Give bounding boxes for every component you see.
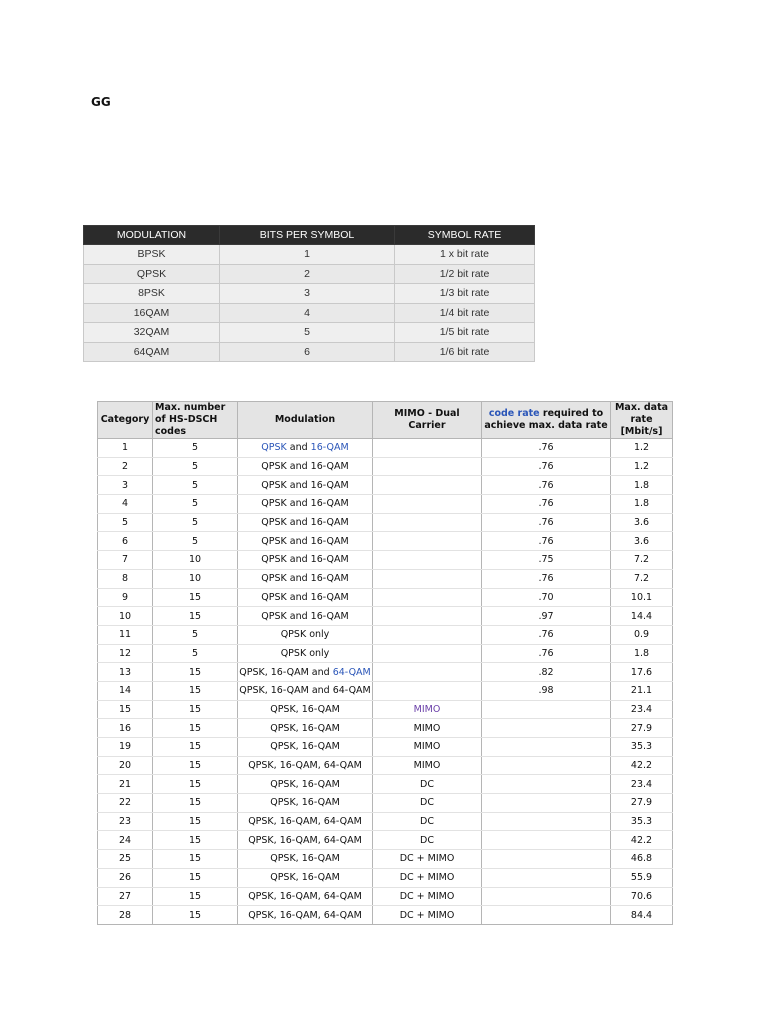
hsdpa-row [98, 495, 673, 514]
symbol-rate-cell: 1/3 bit rate [395, 284, 535, 304]
category-cell: 14 [98, 681, 153, 700]
data-rate-cell: 21.1 [611, 681, 673, 700]
hsdpa-row [98, 868, 673, 887]
codes-cell: 15 [153, 868, 238, 887]
bits-per-symbol-cell: 4 [220, 303, 395, 323]
16-qam-link[interactable]: 16-QAM [310, 442, 349, 454]
modulation-cell: QPSK and 16-QAM [238, 513, 373, 532]
code-rate-cell [482, 775, 611, 794]
mimo-cell [373, 607, 482, 626]
modulation-cell: QPSK, 16-QAM, 64-QAM [238, 887, 373, 906]
data-rate-cell: 10.1 [611, 588, 673, 607]
modulation-cell: QPSK, 16-QAM, 64-QAM [238, 812, 373, 831]
data-rate-cell: 42.2 [611, 756, 673, 775]
mimo-cell: DC + MIMO [373, 906, 482, 925]
codes-cell: 5 [153, 457, 238, 476]
modulation-cell: 64QAM [84, 342, 220, 362]
modulation-cell: QPSK and 16-QAM [238, 439, 373, 458]
codes-cell: 15 [153, 812, 238, 831]
category-cell: 2 [98, 457, 153, 476]
hsdpa-row [98, 775, 673, 794]
category-cell: 4 [98, 495, 153, 514]
mimo-cell: DC + MIMO [373, 868, 482, 887]
modulation-cell: QPSK and 16-QAM [238, 569, 373, 588]
code-rate-header-text: required to achieve max. data rate [484, 408, 608, 431]
data-rate-cell: 7.2 [611, 551, 673, 570]
code-rate-cell: .76 [482, 625, 611, 644]
mimo-cell [373, 457, 482, 476]
category-cell: 24 [98, 831, 153, 850]
mimo-cell: DC [373, 831, 482, 850]
modulation-cell: QPSK, 16-QAM, 64-QAM [238, 831, 373, 850]
codes-cell: 5 [153, 476, 238, 495]
hsdpa-row [98, 756, 673, 775]
data-rate-cell: 23.4 [611, 775, 673, 794]
modulation-cell: QPSK and 16-QAM [238, 476, 373, 495]
symbol-rate-cell: 1/2 bit rate [395, 264, 535, 284]
64-qam-link[interactable]: 64-QAM [332, 666, 371, 678]
data-rate-cell: 27.9 [611, 719, 673, 738]
mimo-cell [373, 663, 482, 682]
hsdpa-row [98, 681, 673, 700]
data-rate-cell: 1.2 [611, 439, 673, 458]
codes-cell: 15 [153, 756, 238, 775]
mimo-cell: MIMO [373, 756, 482, 775]
hsdpa-row [98, 625, 673, 644]
codes-cell: 15 [153, 700, 238, 719]
data-rate-cell: 35.3 [611, 812, 673, 831]
code-rate-cell: .98 [482, 681, 611, 700]
category-cell: 21 [98, 775, 153, 794]
category-cell: 9 [98, 588, 153, 607]
category-cell: 26 [98, 868, 153, 887]
data-rate-cell: 42.2 [611, 831, 673, 850]
data-rate-cell: 23.4 [611, 700, 673, 719]
data-rate-cell: 1.8 [611, 476, 673, 495]
code-rate-cell: .76 [482, 532, 611, 551]
header-bits-per-symbol: BITS PER SYMBOL [220, 226, 395, 245]
symbol-rate-cell: 1 x bit rate [395, 245, 535, 265]
code-rate-cell [482, 738, 611, 757]
mimo-cell [373, 495, 482, 514]
hsdpa-row [98, 887, 673, 906]
hsdpa-row [98, 906, 673, 925]
hsdpa-table-header-row [98, 402, 673, 439]
data-rate-cell: 1.2 [611, 457, 673, 476]
mimo-cell [373, 700, 482, 719]
mimo-cell: DC [373, 794, 482, 813]
header-code-rate [482, 402, 611, 439]
code-rate-cell [482, 906, 611, 925]
code-rate-cell: .76 [482, 513, 611, 532]
category-cell: 12 [98, 644, 153, 663]
modulation-cell: QPSK, 16-QAM [238, 738, 373, 757]
data-rate-cell: 1.8 [611, 495, 673, 514]
code-rate-cell [482, 700, 611, 719]
code-rate-cell: .76 [482, 495, 611, 514]
modulation-cell: QPSK, 16-QAM, 64-QAM [238, 756, 373, 775]
modulation-row [84, 284, 535, 304]
codes-cell: 10 [153, 551, 238, 570]
modulation-cell: QPSK and 16-QAM [238, 495, 373, 514]
codes-cell: 5 [153, 495, 238, 514]
data-rate-cell: 55.9 [611, 868, 673, 887]
modulation-cell: QPSK, 16-QAM and 64-QAM [238, 663, 373, 682]
hsdpa-row [98, 439, 673, 458]
modulation-cell: QPSK, 16-QAM [238, 794, 373, 813]
category-cell: 10 [98, 607, 153, 626]
codes-cell: 15 [153, 850, 238, 869]
code-rate-cell: .76 [482, 439, 611, 458]
hsdpa-table-body [98, 439, 673, 925]
bits-per-symbol-cell: 3 [220, 284, 395, 304]
codes-cell: 10 [153, 569, 238, 588]
codes-cell: 15 [153, 775, 238, 794]
data-rate-cell: 84.4 [611, 906, 673, 925]
codes-cell: 15 [153, 719, 238, 738]
header-mimo-dual-carrier: MIMO - Dual Carrier [373, 402, 482, 439]
codes-cell: 15 [153, 607, 238, 626]
mimo-link[interactable]: MIMO [413, 703, 441, 715]
code-rate-cell [482, 868, 611, 887]
modulation-row [84, 264, 535, 284]
modulation-cell: QPSK, 16-QAM and 64-QAM [238, 681, 373, 700]
hsdpa-row [98, 588, 673, 607]
header-modulation: Modulation [238, 402, 373, 439]
hsdpa-row [98, 812, 673, 831]
category-cell: 27 [98, 887, 153, 906]
header-symbol-rate: SYMBOL RATE [395, 226, 535, 245]
hsdpa-row [98, 738, 673, 757]
header-category: Category [98, 402, 153, 439]
modulation-cell: QPSK only [238, 625, 373, 644]
code-rate-cell [482, 756, 611, 775]
mimo-cell [373, 625, 482, 644]
codes-cell: 5 [153, 532, 238, 551]
hsdpa-row [98, 644, 673, 663]
header-modulation: MODULATION [84, 226, 220, 245]
category-cell: 5 [98, 513, 153, 532]
codes-cell: 15 [153, 794, 238, 813]
code-rate-cell: .82 [482, 663, 611, 682]
category-cell: 28 [98, 906, 153, 925]
modulation-cell: QPSK, 16-QAM, 64-QAM [238, 906, 373, 925]
data-rate-cell: 35.3 [611, 738, 673, 757]
modulation-row [84, 303, 535, 323]
qpsk-link[interactable]: QPSK [261, 442, 287, 454]
modulation-row [84, 342, 535, 362]
hsdpa-row [98, 719, 673, 738]
modulation-cell: QPSK, 16-QAM [238, 868, 373, 887]
codes-cell: 15 [153, 738, 238, 757]
hsdpa-row [98, 457, 673, 476]
codes-cell: 15 [153, 588, 238, 607]
mimo-cell [373, 476, 482, 495]
code-rate-cell [482, 831, 611, 850]
modulation-row [84, 245, 535, 265]
hsdpa-row [98, 850, 673, 869]
codes-cell: 15 [153, 681, 238, 700]
category-cell: 11 [98, 625, 153, 644]
data-rate-cell: 46.8 [611, 850, 673, 869]
hsdpa-row [98, 476, 673, 495]
modulation-cell: 16QAM [84, 303, 220, 323]
hsdpa-row [98, 794, 673, 813]
data-rate-cell: 3.6 [611, 532, 673, 551]
code-rate-link[interactable]: code rate [488, 408, 540, 419]
modulation-cell: QPSK and 16-QAM [238, 588, 373, 607]
codes-cell: 15 [153, 887, 238, 906]
code-rate-cell [482, 887, 611, 906]
modulation-cell: QPSK and 16-QAM [238, 551, 373, 570]
modulation-row [84, 323, 535, 343]
codes-cell: 5 [153, 513, 238, 532]
category-cell: 19 [98, 738, 153, 757]
data-rate-cell: 3.6 [611, 513, 673, 532]
code-rate-cell [482, 850, 611, 869]
category-cell: 23 [98, 812, 153, 831]
mimo-cell: MIMO [373, 719, 482, 738]
data-rate-cell: 7.2 [611, 569, 673, 588]
modulation-cell: QPSK and 16-QAM [238, 532, 373, 551]
modulation-cell: QPSK, 16-QAM [238, 775, 373, 794]
code-rate-cell [482, 719, 611, 738]
modulation-cell: QPSK, 16-QAM [238, 700, 373, 719]
hsdpa-row [98, 663, 673, 682]
codes-cell: 5 [153, 439, 238, 458]
mimo-cell [373, 681, 482, 700]
symbol-rate-cell: 1/5 bit rate [395, 323, 535, 343]
category-cell: 1 [98, 439, 153, 458]
code-rate-cell: .75 [482, 551, 611, 570]
hsdpa-row [98, 700, 673, 719]
codes-cell: 15 [153, 831, 238, 850]
data-rate-cell: 0.9 [611, 625, 673, 644]
bits-per-symbol-cell: 1 [220, 245, 395, 265]
code-rate-cell [482, 794, 611, 813]
modulation-table-body [84, 245, 535, 362]
mimo-cell: DC [373, 812, 482, 831]
mimo-cell [373, 588, 482, 607]
mimo-cell [373, 569, 482, 588]
mimo-cell: DC [373, 775, 482, 794]
category-cell: 22 [98, 794, 153, 813]
hsdpa-row [98, 551, 673, 570]
category-cell: 15 [98, 700, 153, 719]
symbol-rate-cell: 1/4 bit rate [395, 303, 535, 323]
mimo-cell [373, 551, 482, 570]
mimo-cell: DC + MIMO [373, 850, 482, 869]
mimo-cell: DC + MIMO [373, 887, 482, 906]
header-max-data-rate: Max. data rate [Mbit/s] [611, 402, 673, 439]
codes-cell: 15 [153, 663, 238, 682]
bits-per-symbol-cell: 5 [220, 323, 395, 343]
code-rate-cell: .76 [482, 644, 611, 663]
hsdpa-row [98, 831, 673, 850]
modulation-table [83, 225, 535, 362]
codes-cell: 15 [153, 906, 238, 925]
modulation-cell: QPSK, 16-QAM [238, 719, 373, 738]
hsdpa-row [98, 569, 673, 588]
symbol-rate-cell: 1/6 bit rate [395, 342, 535, 362]
data-rate-cell: 17.6 [611, 663, 673, 682]
category-cell: 16 [98, 719, 153, 738]
modulation-cell: QPSK and 16-QAM [238, 607, 373, 626]
codes-cell: 5 [153, 625, 238, 644]
mimo-cell [373, 644, 482, 663]
bits-per-symbol-cell: 6 [220, 342, 395, 362]
category-cell: 7 [98, 551, 153, 570]
mimo-cell [373, 532, 482, 551]
hsdpa-category-table [97, 401, 673, 925]
category-cell: 6 [98, 532, 153, 551]
category-cell: 8 [98, 569, 153, 588]
modulation-cell: QPSK [84, 264, 220, 284]
code-rate-cell: .76 [482, 457, 611, 476]
modulation-cell: 32QAM [84, 323, 220, 343]
data-rate-cell: 14.4 [611, 607, 673, 626]
code-rate-cell: .76 [482, 476, 611, 495]
modulation-table-header-row [84, 226, 535, 245]
code-rate-cell: .70 [482, 588, 611, 607]
hsdpa-row [98, 513, 673, 532]
code-rate-cell: .97 [482, 607, 611, 626]
code-rate-cell [482, 812, 611, 831]
data-rate-cell: 27.9 [611, 794, 673, 813]
modulation-cell: 8PSK [84, 284, 220, 304]
modulation-cell: QPSK, 16-QAM [238, 850, 373, 869]
mimo-cell [373, 439, 482, 458]
modulation-cell: QPSK only [238, 644, 373, 663]
codes-cell: 5 [153, 644, 238, 663]
mimo-cell [373, 513, 482, 532]
data-rate-cell: 1.8 [611, 644, 673, 663]
code-rate-cell: .76 [482, 569, 611, 588]
header-codes: Max. number of HS-DSCH codes [153, 402, 238, 439]
category-cell: 20 [98, 756, 153, 775]
bits-per-symbol-cell: 2 [220, 264, 395, 284]
category-cell: 25 [98, 850, 153, 869]
hsdpa-row [98, 607, 673, 626]
hsdpa-row [98, 532, 673, 551]
document-title: GG [91, 95, 111, 109]
category-cell: 3 [98, 476, 153, 495]
modulation-cell: BPSK [84, 245, 220, 265]
modulation-cell: QPSK and 16-QAM [238, 457, 373, 476]
data-rate-cell: 70.6 [611, 887, 673, 906]
mimo-cell: MIMO [373, 738, 482, 757]
category-cell: 13 [98, 663, 153, 682]
